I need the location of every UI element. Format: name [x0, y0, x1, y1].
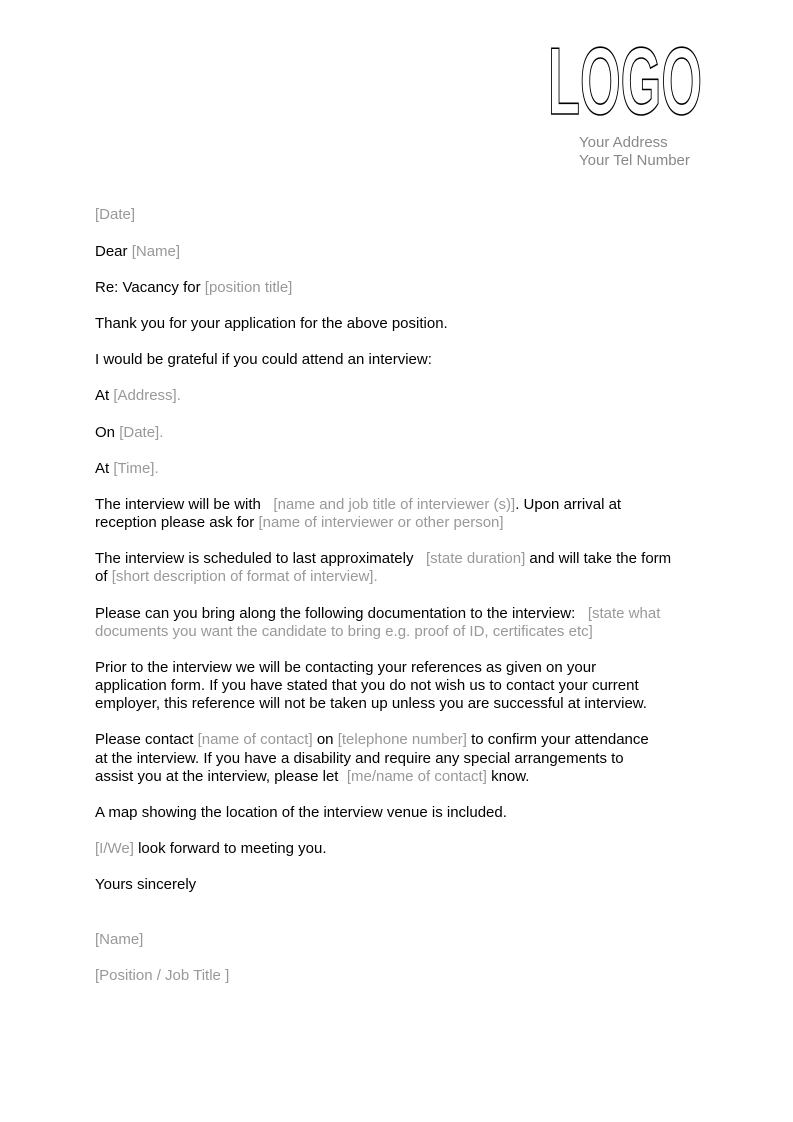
company-logo — [545, 40, 705, 122]
interview-address-line — [95, 387, 181, 405]
salutation-line — [95, 243, 180, 261]
interview-date: [Date]. — [119, 424, 164, 441]
map-line: A map showing the location of the interview venue is included. — [95, 804, 507, 821]
look-forward-text: look forward to meeting you. — [138, 840, 327, 857]
subject-prefix: Re: Vacancy for — [95, 279, 201, 296]
contact-prefix: Please contact — [95, 731, 194, 748]
interviewer-prefix: The interview will be with — [95, 496, 261, 513]
contact-suffix: to confirm your attendance — [471, 731, 649, 748]
interview-duration: [state duration] — [426, 550, 526, 567]
duration-prefix: The interview is scheduled to last approximately — [95, 550, 414, 567]
on-label: On — [95, 424, 116, 441]
documents-placeholder-end: documents you want the candidate to bring e.g. proof of ID, certificates etc] — [95, 623, 593, 640]
subject-line — [95, 279, 292, 297]
reception-prefix: reception please ask for — [95, 514, 255, 531]
assist-line — [95, 768, 529, 786]
documents-line — [95, 605, 660, 623]
interviewer-line — [95, 496, 621, 514]
references-line-1: Prior to the interview we will be contacting your references as given on your — [95, 659, 597, 676]
interview-time: [Time]. — [113, 460, 159, 477]
reception-contact: [name of interviewer or other person] — [258, 514, 504, 531]
signature-name: [Name] — [95, 931, 144, 948]
contact-line — [95, 731, 649, 749]
interview-address: [Address]. — [113, 387, 181, 404]
interview-date-line — [95, 424, 163, 442]
interview-format: [short description of format of interview]. — [111, 568, 378, 585]
contact-on: on — [316, 731, 334, 748]
assist-prefix: assist you at the interview, please let — [95, 768, 339, 785]
sender-pronoun: [I/We] — [95, 840, 134, 857]
references-line-2: application form. If you have stated that you do not wish us to contact your current — [95, 677, 639, 694]
interviewer-name: [name and job title of interviewer (s)] — [273, 496, 516, 513]
logo-graphic — [545, 40, 705, 122]
look-forward-line — [95, 840, 327, 858]
at-time-label: At — [95, 460, 110, 477]
closing: Yours sincerely — [95, 876, 197, 893]
contact-name: [name of contact] — [197, 731, 313, 748]
format-line — [95, 568, 378, 586]
interviewer-suffix: . Upon arrival at — [515, 496, 622, 513]
disability-line: at the interview. If you have a disability and require any special arrangements to — [95, 750, 624, 767]
at-label: At — [95, 387, 110, 404]
sender-contact-block — [579, 134, 690, 170]
reception-line — [95, 514, 504, 532]
position-title: [position title] — [204, 279, 293, 296]
documents-placeholder-start: [state what — [587, 605, 661, 622]
sender-telephone: Your Tel Number — [579, 152, 690, 169]
thanks-paragraph: Thank you for your application for the above position. — [95, 315, 448, 332]
references-line-3: employer, this reference will not be taken up unless you are successful at interview. — [95, 695, 647, 712]
invite-paragraph: I would be grateful if you could attend an interview: — [95, 351, 432, 368]
duration-suffix: and will take the form — [529, 550, 672, 567]
contact-telephone: [telephone number] — [337, 731, 467, 748]
assist-suffix: know. — [491, 768, 530, 785]
recipient-name: [Name] — [131, 243, 181, 260]
svg-text:LOGO: LOGO — [548, 40, 702, 122]
documents-prefix: Please can you bring along the following documentation to the interview: — [95, 605, 576, 622]
duration-line — [95, 550, 671, 568]
letter-date: [Date] — [95, 206, 136, 223]
sender-address: Your Address — [579, 134, 668, 151]
assist-contact: [me/name of contact] — [346, 768, 487, 785]
format-prefix: of — [95, 568, 108, 585]
interview-time-line — [95, 460, 159, 478]
signature-title: [Position / Job Title ] — [95, 967, 230, 984]
salutation: Dear — [95, 243, 128, 260]
